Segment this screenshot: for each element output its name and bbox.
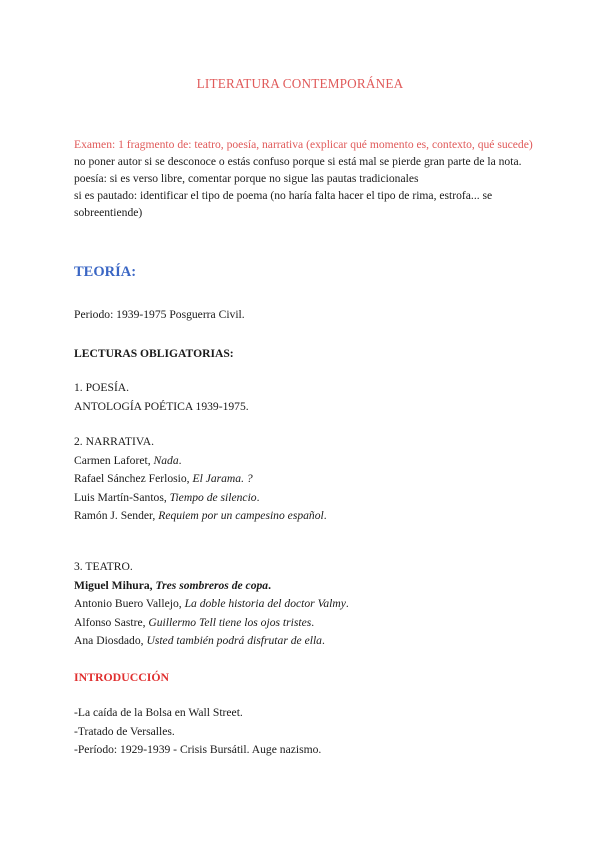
introduccion-item: -La caída de la Bolsa en Wall Street. (74, 706, 243, 719)
author: Rafael Sánchez Ferlosio, (74, 472, 193, 485)
narrativa-section (74, 433, 327, 526)
teatro-item (74, 577, 349, 596)
teatro-heading: 3. TEATRO. (74, 560, 133, 573)
author: Alfonso Sastre, (74, 615, 149, 629)
introduccion-section (74, 704, 321, 760)
periodo-line: Periodo: 1939-1975 Posguerra Civil. (74, 308, 245, 321)
suffix: . (311, 615, 315, 629)
work-title: Requiem por un campesino español (158, 509, 324, 522)
exam-section (74, 136, 534, 221)
introduccion-item: -Tratado de Versalles. (74, 724, 175, 738)
suffix: . (321, 634, 325, 647)
poesia-section (74, 379, 249, 416)
author: Ana Diosdado, (74, 634, 147, 647)
author: Carmen Laforet, (74, 453, 154, 467)
introduccion-item: -Período: 1929-1939 - Crisis Bursátil. Auge nazismo. (74, 743, 322, 756)
teatro-item (74, 632, 349, 651)
work-title: Tres sombreros de copa (155, 578, 269, 592)
lecturas-heading: LECTURAS OBLIGATORIAS: (74, 347, 234, 360)
work-title: Tiempo de silencio (169, 490, 257, 504)
work-title: Guillermo Tell tiene los ojos tristes (148, 615, 312, 629)
author: Luis Martín-Santos, (74, 490, 170, 504)
exam-note-1: no poner autor si se desconoce o estás confuso porque si está mal se pierde gran parte de la nota. (74, 155, 522, 168)
work-title: El Jarama. ? (192, 472, 253, 485)
narrativa-heading: 2. NARRATIVA. (74, 435, 154, 448)
author: Miguel Mihura, (74, 578, 156, 592)
suffix: . (323, 509, 327, 522)
introduccion-heading: INTRODUCCIÓN (74, 670, 170, 684)
work-title: Nada (153, 453, 179, 467)
teatro-section (74, 558, 349, 651)
narrativa-item (74, 470, 327, 489)
exam-note-2: poesía: si es verso libre, comentar porque no sigue las pautas tradicionales (74, 172, 419, 185)
exam-heading: Examen: 1 fragmento de: teatro, poesía, narrativa (explicar qué momento es, contexto, qué sucede) (74, 138, 533, 151)
exam-note-3: si es pautado: identificar el tipo de poema (no haría falta hacer el tipo de rima, estrofa... se sobreentiende) (74, 189, 493, 219)
teoria-heading: TEORÍA: (74, 264, 137, 280)
teatro-item (74, 595, 349, 614)
narrativa-item (74, 452, 327, 471)
work-title: La doble historia del doctor Valmy (184, 597, 346, 610)
teatro-item (74, 614, 349, 633)
suffix: . (256, 490, 260, 504)
periodo-text (74, 306, 245, 325)
author: Antonio Buero Vallejo, (74, 597, 185, 610)
suffix: . (268, 578, 271, 592)
narrativa-item (74, 507, 327, 526)
author: Ramón J. Sender, (74, 509, 159, 522)
suffix: . (345, 597, 349, 610)
poesia-heading: 1. POESÍA. (74, 381, 130, 394)
suffix: . (178, 453, 182, 467)
page-title: LITERATURA CONTEMPORÁNEA (196, 76, 404, 91)
poesia-item: ANTOLOGÍA POÉTICA 1939-1975. (74, 399, 249, 413)
work-title: Usted también podrá disfrutar de ella (146, 634, 322, 647)
narrativa-item (74, 489, 327, 508)
